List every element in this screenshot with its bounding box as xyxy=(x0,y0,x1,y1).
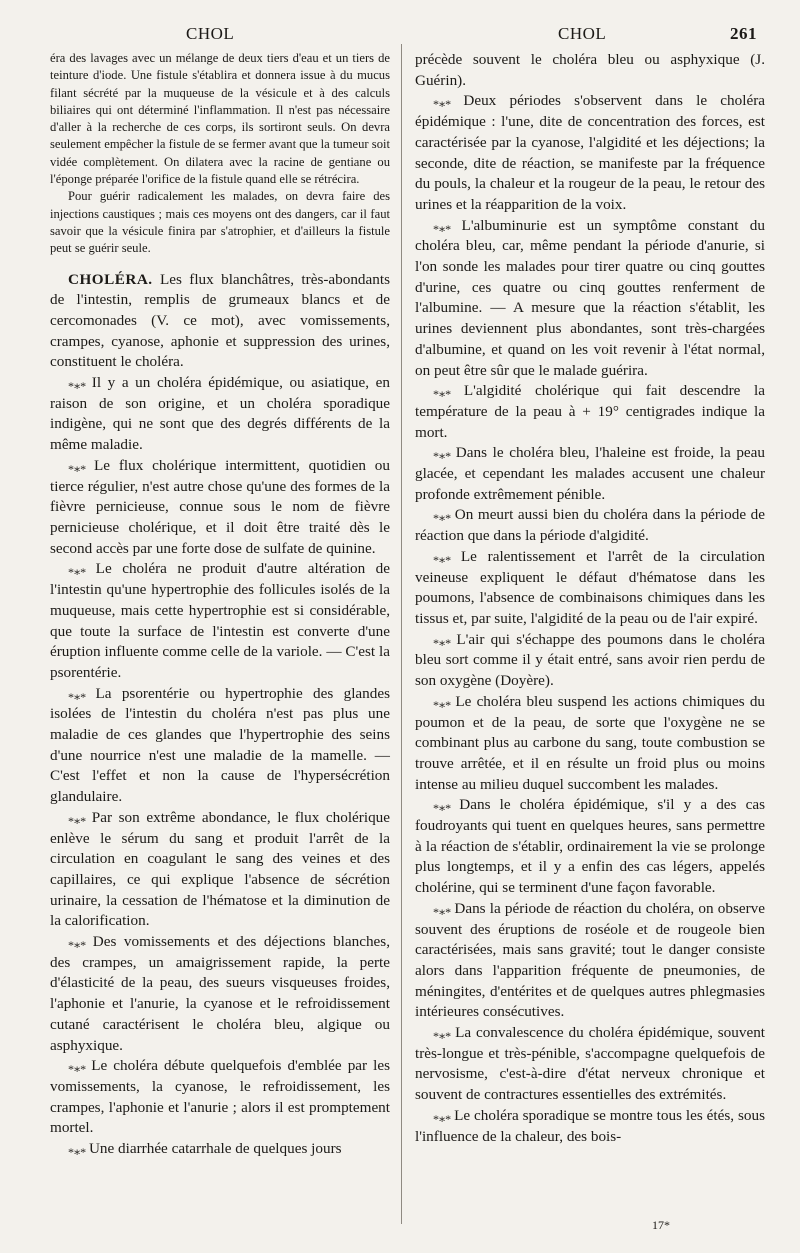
entry-text: Les flux blanchâtres, très-abondants de l'intestin, remplis de grumeaux blancs et de cercomonades (V. ce mot), avec vomissements, crampes, cyanose, aphonie et suppression des urines, constituent le choléra. xyxy=(50,270,390,371)
asterism-icon: *∗* xyxy=(433,697,451,712)
paragraph xyxy=(415,899,765,1023)
paragraph xyxy=(415,1023,765,1106)
asterism-icon: *∗* xyxy=(433,1111,451,1126)
asterism-icon: *∗* xyxy=(433,904,451,919)
asterism-icon: *∗* xyxy=(433,449,451,464)
asterism-icon: *∗* xyxy=(68,1145,86,1160)
asterism-icon: *∗* xyxy=(68,565,86,580)
paragraph-text: L'albuminurie est un symptôme constant du choléra bleu, car, même pendant la période d'anurie, si l'on sonde les malades pour tirer quatre ou cinq gouttes d'urine, ces quatre ou cinq gouttes renferment de l'albumine. — A mesure que la réaction s'établit, les urines deviennent plus abondantes, sont très-chargées d'albumine, et quand on les voit revenir à l'état normal, on peut être sûr que le malade guérira. xyxy=(415,216,765,379)
paragraph xyxy=(415,216,765,382)
paragraph-text: Dans le choléra épidémique, s'il y a des cas foudroyants qui tuent en quelques heures, sans permettre à la réaction de s'établir, ordinairement la vie se prolonge plus longtemps, et il y a enfin des cas légers, appelés cholérine, qui se terminent d'une façon favorable. xyxy=(415,796,765,897)
paragraph-text: Le choléra bleu suspend les actions chimiques du poumon et de la peau, de sorte que l'oxygène ne se combinant plus au carbone du sang, toute combustion se trouve arrêtée, et il en résulte un froid plus ou moins intense au milieu duquel succombent les malades. xyxy=(415,692,766,793)
asterism-icon: *∗* xyxy=(433,1029,451,1044)
asterism-icon: *∗* xyxy=(433,97,451,112)
paragraph: éra des lavages avec un mélange de deux tiers d'eau et un tiers de teinture d'iode. Une fistule s'établira et donnera issue à du mucus filant sécrété par la muqueuse de la vésicule et à des calculs biliaires qui ont déterminé l'inflammation. Il n'est pas nécessaire d'aller à la recherche de ces corps, ils sortiront seuls. On devra seulement empêcher la fistule de se fermer avant que la tumeur soit vidée complètement. On dilatera avec la racine de gentiane ou l'éponge préparée l'orifice de la fistule quand elle se rétrécira. xyxy=(50,51,390,187)
paragraph xyxy=(50,1056,390,1139)
paragraph-text: Le ralentissement et l'arrêt de la circulation veineuse expliquent le défaut d'hématose dans les poumons, l'absence de combinaisons chimiques dans les tissus et, par suite, l'algidité de la peau ou de l'air expiré. xyxy=(415,547,765,627)
paragraph xyxy=(50,808,390,932)
asterism-icon: *∗* xyxy=(68,938,86,953)
paragraph xyxy=(50,559,390,683)
paragraph-text: Dans le choléra bleu, l'haleine est froide, la peau glacée, et cependant les malades accusent une chaleur profonde extrêmement pénible. xyxy=(415,444,765,503)
header-right-title: CHOL xyxy=(558,24,607,43)
asterism-icon: *∗* xyxy=(68,689,86,704)
paragraph-text: Par son extrême abondance, le flux cholérique enlève le sérum du sang et produit l'arrêt de la circulation en coagulant le sang des veines et des capillaires, ce qui explique l'absence de sécrétion urinaire, la cessation de l'hématose et la diminution de la calorification. xyxy=(50,808,391,930)
asterism-icon: *∗* xyxy=(433,635,451,650)
paragraph-text: La convalescence du choléra épidémique, souvent très-longue et très-pénible, s'accompagne quelquefois de nervosisme, c'est-à-dire d'état nerveux chronique et souvent de contractures essentielles des extrémités. xyxy=(415,1024,766,1104)
asterism-icon: *∗* xyxy=(433,387,451,402)
right-column xyxy=(415,50,765,1147)
asterism-icon: *∗* xyxy=(68,813,86,828)
paragraph-text: Il y a un choléra épidémique, ou asiatique, en raison de son origine, et un choléra sporadique indigène, qui ne sont que des degrés différents de la même maladie. xyxy=(50,374,391,454)
paragraph xyxy=(415,1106,765,1147)
paragraph-text: Deux périodes s'observent dans le choléra épidémique : l'une, dite de concentration des forces, est caractérisée par la cyanose, l'algidité et les déjections; la seconde, dite de réaction, se manifeste par la fréquence du pouls, la chaleur et la rougeur de la peau, le retour des urines et la réapparition de la voix. xyxy=(415,92,765,213)
paragraph-text: L'algidité cholérique qui fait descendre la température de la peau à + 19° centigrades indique la mort. xyxy=(415,382,766,441)
page-number: 261 xyxy=(730,24,757,43)
running-header xyxy=(0,24,800,48)
header-left-title: CHOL xyxy=(186,24,235,43)
paragraph: Pour guérir radicalement les malades, on devra faire des injections caustiques ; mais ces moyens ont des dangers, car il faut savoir que la vésicule finira par s'atrophier, et d'ailleurs la fistule peut se guérir seule. xyxy=(50,189,390,256)
paragraph xyxy=(415,692,765,796)
paragraph xyxy=(50,932,390,1056)
paragraph-text: Le flux cholérique intermittent, quotidien ou tierce régulier, n'est autre chose qu'une des formes de la fièvre pernicieuse, connue sous le nom de fièvre pernicieuse cholérique, et il doit être traité dès le second accès par une forte dose de sulfate de quinine. xyxy=(50,456,390,557)
paragraph-text: Le choléra sporadique se montre tous les étés, sous l'influence de la chaleur, des bois- xyxy=(415,1106,766,1145)
left-column xyxy=(50,50,390,1160)
paragraph xyxy=(415,381,765,443)
paragraph xyxy=(50,1139,390,1160)
spacer xyxy=(50,258,390,270)
paragraph-text: On meurt aussi bien du choléra dans la période de réaction que dans la période d'algidité. xyxy=(415,506,765,545)
paragraph xyxy=(50,456,390,560)
paragraph: précède souvent le choléra bleu ou asphyxique (J. Guérin). xyxy=(415,51,765,89)
paragraph-text: La psorentérie ou hypertrophie des glandes isolées de l'intestin du choléra n'est pas plus une maladie de ces glandes que l'hypertrophie des seins d'une nourrice n'est une maladie de la mamelle. — C'est l'effet et non la cause de l'hypersécrétion glandulaire. xyxy=(50,684,390,806)
asterism-icon: *∗* xyxy=(68,379,86,394)
paragraph-text: Le choléra débute quelquefois d'emblée par les vomissements, la cyanose, le refroidissement, les crampes, l'aphonie et l'anurie ; alors il est promptement mortel. xyxy=(50,1057,391,1137)
paragraph xyxy=(415,795,765,899)
asterism-icon: *∗* xyxy=(433,511,451,526)
paragraph xyxy=(415,505,765,546)
paragraph-text: Dans la période de réaction du choléra, on observe souvent des éruptions de roséole et de rougeole bien caractérisées, mais sans gravité; tout le danger consiste alors dans l'apparition fréquente de pneumonies, de méningites, d'entérites et de quelques autres phlegmasies intérieures consécutives. xyxy=(415,899,766,1021)
paragraph-text: Des vomissements et des déjections blanches, des crampes, un amaigrissement rapide, la perte d'élasticité de la peau, des sueurs visqueuses froides, l'aphonie et l'anurie, la cyanose et le refroidissement cutané caractérisent le choléra bleu, algique ou asphyxique. xyxy=(50,933,391,1054)
entry-heading: CHOLÉRA. xyxy=(68,270,153,288)
column-divider xyxy=(401,44,402,1224)
paragraph xyxy=(415,630,765,692)
paragraph-text: Une diarrhée catarrhale de quelques jours xyxy=(88,1140,342,1158)
cholera-entry xyxy=(50,270,390,374)
paragraph xyxy=(415,547,765,630)
paragraph xyxy=(415,443,765,505)
asterism-icon: *∗* xyxy=(68,1062,86,1077)
paragraph-text: L'air qui s'échappe des poumons dans le choléra bleu sort comme il y était entré, sans avoir rien perdu de son oxygène (Doyère). xyxy=(415,630,765,690)
asterism-icon: *∗* xyxy=(433,801,451,816)
paragraph xyxy=(50,684,390,808)
asterism-icon: *∗* xyxy=(433,221,451,236)
paragraph-text: Le choléra ne produit d'autre altération de l'intestin qu'une hypertrophie des follicules isolés de la muqueuse, mais cette hypertrophie est si considérable, que toute la surface de l'intestin est converte d'une éruption influente comme celle de la variole. — C'est la psorentérie. xyxy=(50,560,391,681)
paragraph xyxy=(50,373,390,456)
asterism-icon: *∗* xyxy=(68,461,86,476)
signature-mark: 17* xyxy=(652,1218,670,1232)
asterism-icon: *∗* xyxy=(433,552,451,567)
paragraph xyxy=(415,91,765,215)
